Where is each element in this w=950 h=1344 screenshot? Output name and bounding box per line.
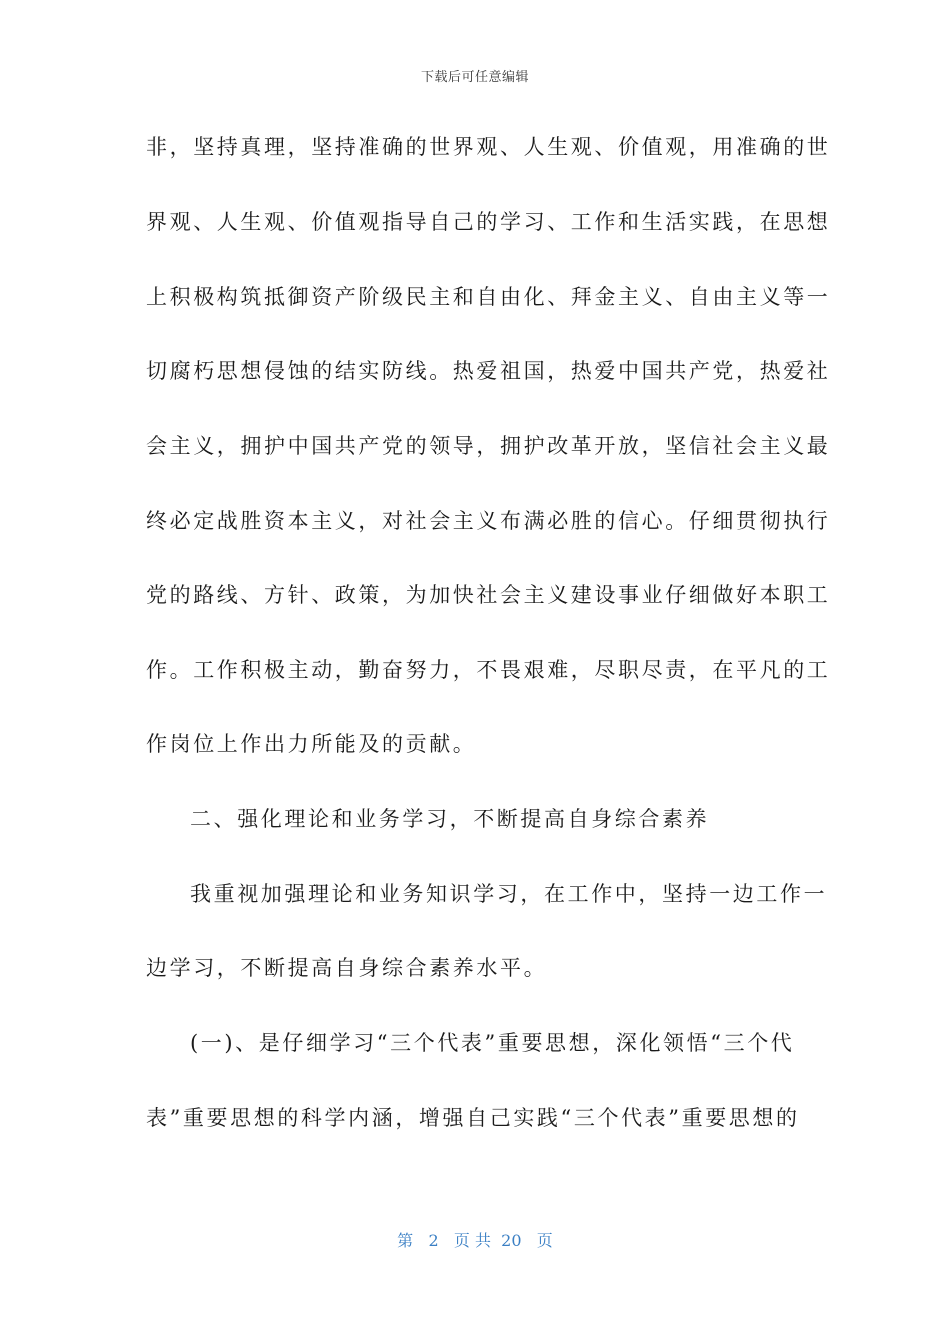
footer-prefix: 第 [397,1231,414,1250]
body-line: 会主义，拥护中国共产党的领导，拥护改革开放，坚信社会主义最 [146,434,831,458]
footer-total-pages: 20 [501,1231,522,1250]
body-line: 表”重要思想的科学内涵，增强自己实践“三个代表”重要思想的 [146,1106,800,1130]
page-footer [0,1228,950,1251]
body-line: 作。工作积极主动，勤奋努力，不畏艰难，尽职尽责，在平凡的工 [146,658,831,682]
body-line: 上积极构筑抵御资产阶级民主和自由化、拜金主义、自由主义等一 [146,285,831,309]
body-line: 界观、人生观、价值观指导自己的学习、工作和生活实践，在思想 [146,210,831,234]
paragraph-start-line: (一)、是仔细学习“三个代表”重要思想，深化领悟“三个代 [190,1031,795,1055]
body-line: 终必定战胜资本主义，对社会主义布满必胜的信心。仔细贯彻执行 [146,509,831,533]
body-line: 作岗位上作出力所能及的贡献。 [146,732,477,756]
body-line: 切腐朽思想侵蚀的结实防线。热爱祖国，热爱中国共产党，热爱社 [146,359,831,383]
footer-middle: 页 共 [453,1231,491,1250]
body-line: 边学习，不断提高自身综合素养水平。 [146,956,548,980]
header-note: 下载后可任意编辑 [420,70,529,85]
body-line: 非，坚持真理，坚持准确的世界观、人生观、价值观，用准确的世 [146,135,831,159]
footer-suffix: 页 [536,1231,553,1250]
body-line: 党的路线、方针、政策，为加快社会主义建设事业仔细做好本职工 [146,583,831,607]
paragraph-start-line: 我重视加强理论和业务知识学习，在工作中，坚持一边工作一 [190,882,828,906]
section-heading: 二、强化理论和业务学习，不断提高自身综合素养 [190,807,710,831]
footer-page-number: 2 [428,1231,439,1250]
